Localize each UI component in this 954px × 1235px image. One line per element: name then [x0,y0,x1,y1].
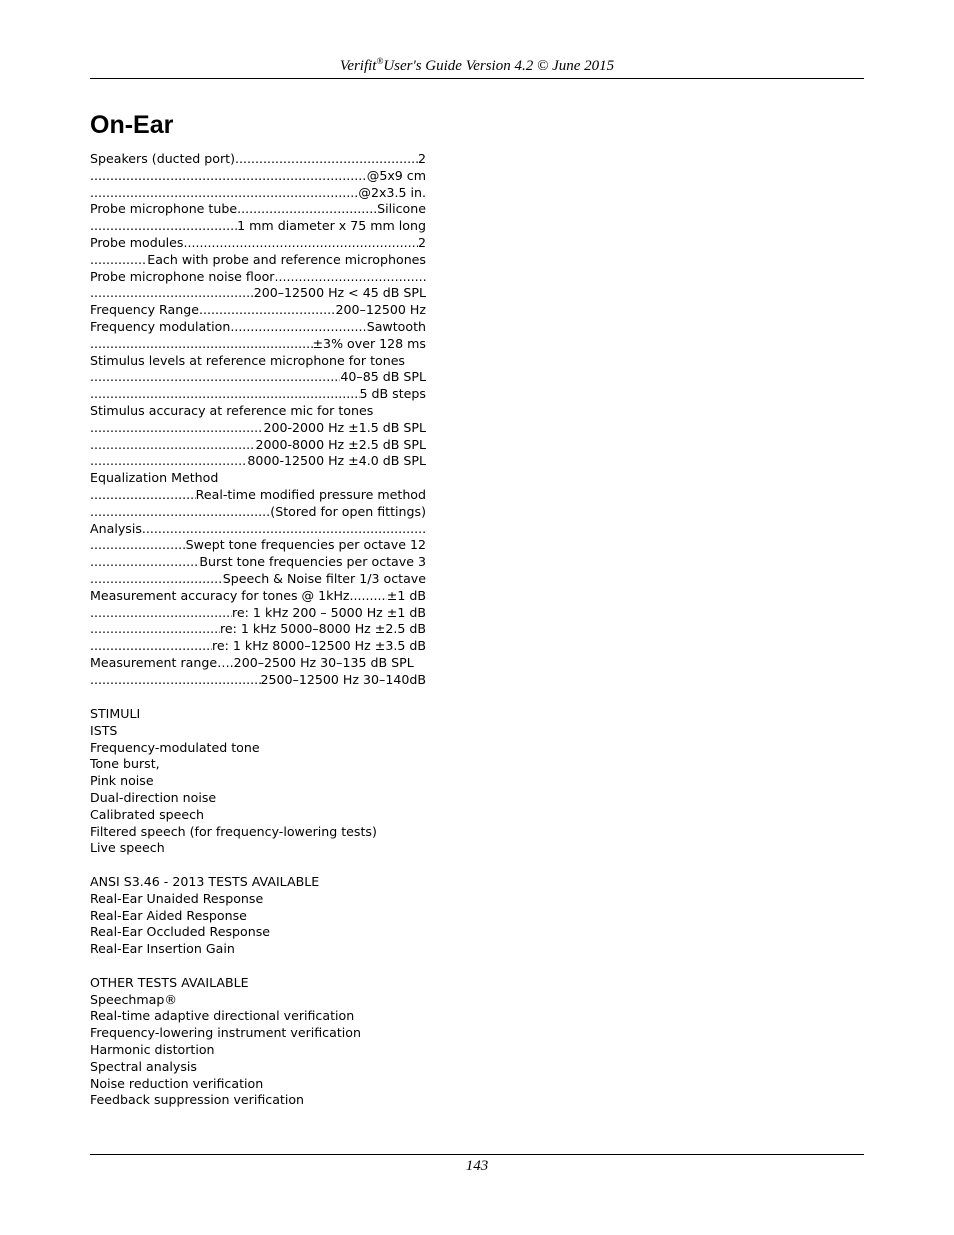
dot-leader [90,621,220,638]
footer-rule [90,1154,864,1155]
spec-line [90,369,426,386]
spec-line [90,235,426,252]
dot-leader [90,285,254,302]
dot-leader [90,252,147,269]
spec-label: Analysis [90,520,142,536]
spec-line [90,403,426,420]
list-item: Calibrated speech [90,806,205,822]
header-rule [90,78,864,79]
spec-value: @5x9 cm [366,167,426,183]
spec-label: Probe microphone noise floor [90,268,275,284]
spec-value: 2500–12500 Hz 30–140dB [260,671,426,687]
spec-value: re: 1 kHz 5000–8000 Hz ±2.5 dB [220,621,426,637]
spec-value: ±1 dB [386,587,426,603]
spec-label: Probe modules [90,234,184,250]
dot-leader [90,386,360,403]
spec-value: Silicone [377,201,426,217]
spec-line [90,269,426,286]
list-section [90,975,590,1109]
spec-line [90,420,426,437]
spec-line [90,504,426,521]
dot-leader [183,235,418,252]
spec-value: ±3% over 128 ms [312,335,426,351]
list-item: Real-Ear Insertion Gain [90,941,235,957]
dot-leader [90,537,186,554]
dot-leader [90,336,313,353]
dot-leader [90,605,232,622]
spec-value: (Stored for open fittings) [270,503,426,519]
list-item: Noise reduction verification [90,1075,264,1091]
spec-label: Measurement accuracy for tones @ 1kHz [90,587,350,603]
spec-label: Stimulus accuracy at reference mic for tones [90,402,374,418]
list-item: Real-Ear Aided Response [90,907,247,923]
spec-value: Real-time modified pressure method [195,486,426,502]
spec-value: 5 dB steps [359,386,426,402]
spec-value: Speech & Noise filter 1/3 octave [222,570,426,586]
dot-leader [274,269,426,286]
spec-line [90,218,426,235]
dot-leader [90,638,212,655]
spec-line [90,621,426,638]
spec-line [90,168,426,185]
dot-leader [90,218,237,235]
spec-value: 2000-8000 Hz ±2.5 dB SPL [255,436,426,452]
dot-leader [90,185,358,202]
spec-value: 1 mm diameter x 75 mm long [237,218,426,234]
header-brand: Verifit [339,58,377,74]
spec-value: @2x3.5 in. [358,184,426,200]
dot-leader [90,437,255,454]
spec-line [90,655,426,672]
running-header [90,56,864,75]
list-item: Spectral analysis [90,1058,197,1074]
spec-value: Each with probe and reference microphones [147,251,426,267]
spec-line [90,386,426,403]
spec-line [90,638,426,655]
spec-value: Swept tone frequencies per octave 12 [185,537,426,553]
spec-line [90,453,426,470]
list-section [90,874,590,958]
dot-leader [235,151,418,168]
spec-line [90,554,426,571]
dot-leader [90,554,199,571]
list-section [90,706,590,857]
spec-label: Measurement range….200–2500 Hz 30–135 dB SPL [90,654,414,670]
list-item: Real-time adaptive directional verification [90,1008,355,1024]
spec-value: 40–85 dB SPL [340,369,426,385]
spec-line [90,336,426,353]
dot-leader [90,487,196,504]
spec-line [90,672,426,689]
list-item: Frequency-lowering instrument verification [90,1025,361,1041]
spec-label: Stimulus levels at reference microphone for tones [90,352,405,368]
spec-label: Frequency Range [90,302,199,318]
spec-line [90,537,426,554]
section-heading: OTHER TESTS AVAILABLE [90,974,249,990]
dot-leader [350,588,387,605]
dot-leader [90,453,247,470]
spec-line [90,487,426,504]
list-item: Feedback suppression verification [90,1092,305,1108]
spec-line [90,151,426,168]
spec-line [90,302,426,319]
list-item: Live speech [90,840,165,856]
spec-value: 8000-12500 Hz ±4.0 dB SPL [247,453,426,469]
spec-label: Equalization Method [90,470,219,486]
spec-value: 200–12500 Hz < 45 dB SPL [253,285,426,301]
list-item: Frequency-modulated tone [90,739,260,755]
spec-value: re: 1 kHz 8000–12500 Hz ±3.5 dB [211,638,426,654]
spec-value: Burst tone frequencies per octave 3 [199,554,426,570]
spec-line [90,605,426,622]
spec-line [90,252,426,269]
section-heading: ANSI S3.46 - 2013 TESTS AVAILABLE [90,873,320,889]
dot-leader [90,571,223,588]
dot-leader [90,369,340,386]
specifications-list [90,151,426,689]
spec-value: re: 1 kHz 200 – 5000 Hz ±1 dB [232,604,426,620]
page-title: On-Ear [90,111,174,139]
page-number: 143 [465,1158,489,1174]
dot-leader [237,201,377,218]
spec-line [90,285,426,302]
spec-label: Frequency modulation [90,318,231,334]
spec-line [90,185,426,202]
spec-value: 2 [417,234,426,250]
list-item: Harmonic distortion [90,1041,215,1057]
header-text: User's Guide Version 4.2 © June 2015 [383,58,615,74]
dot-leader [90,168,367,185]
spec-line [90,521,426,538]
dot-leader [90,504,270,521]
dot-leader [142,521,426,538]
spec-line [90,571,426,588]
spec-value: 2 [417,151,426,166]
dot-leader [90,672,261,689]
dot-leader [90,420,263,437]
spec-line [90,437,426,454]
spec-line [90,588,426,605]
section-heading: STIMULI [90,706,141,721]
list-item: Tone burst, [90,756,160,772]
spec-value: 200-2000 Hz ±1.5 dB SPL [263,419,426,435]
list-item: ISTS [90,722,118,738]
list-item: Speechmap® [90,991,177,1007]
spec-label: Probe microphone tube [90,201,238,217]
spec-line [90,470,426,487]
spec-line [90,201,426,218]
spec-value: Sawtooth [366,318,426,334]
list-item: Real-Ear Occluded Response [90,924,271,940]
dot-leader [230,319,366,336]
feature-lists [90,706,590,1126]
registered-mark: ® [376,56,384,66]
list-item: Pink noise [90,773,154,789]
list-item: Filtered speech (for frequency-lowering tests) [90,823,377,839]
spec-line [90,319,426,336]
spec-label: Speakers (ducted port) [90,151,236,166]
dot-leader [199,302,336,319]
list-item: Dual-direction noise [90,789,217,805]
spec-line [90,353,426,370]
spec-value: 200–12500 Hz [335,302,426,318]
list-item: Real-Ear Unaided Response [90,890,264,906]
